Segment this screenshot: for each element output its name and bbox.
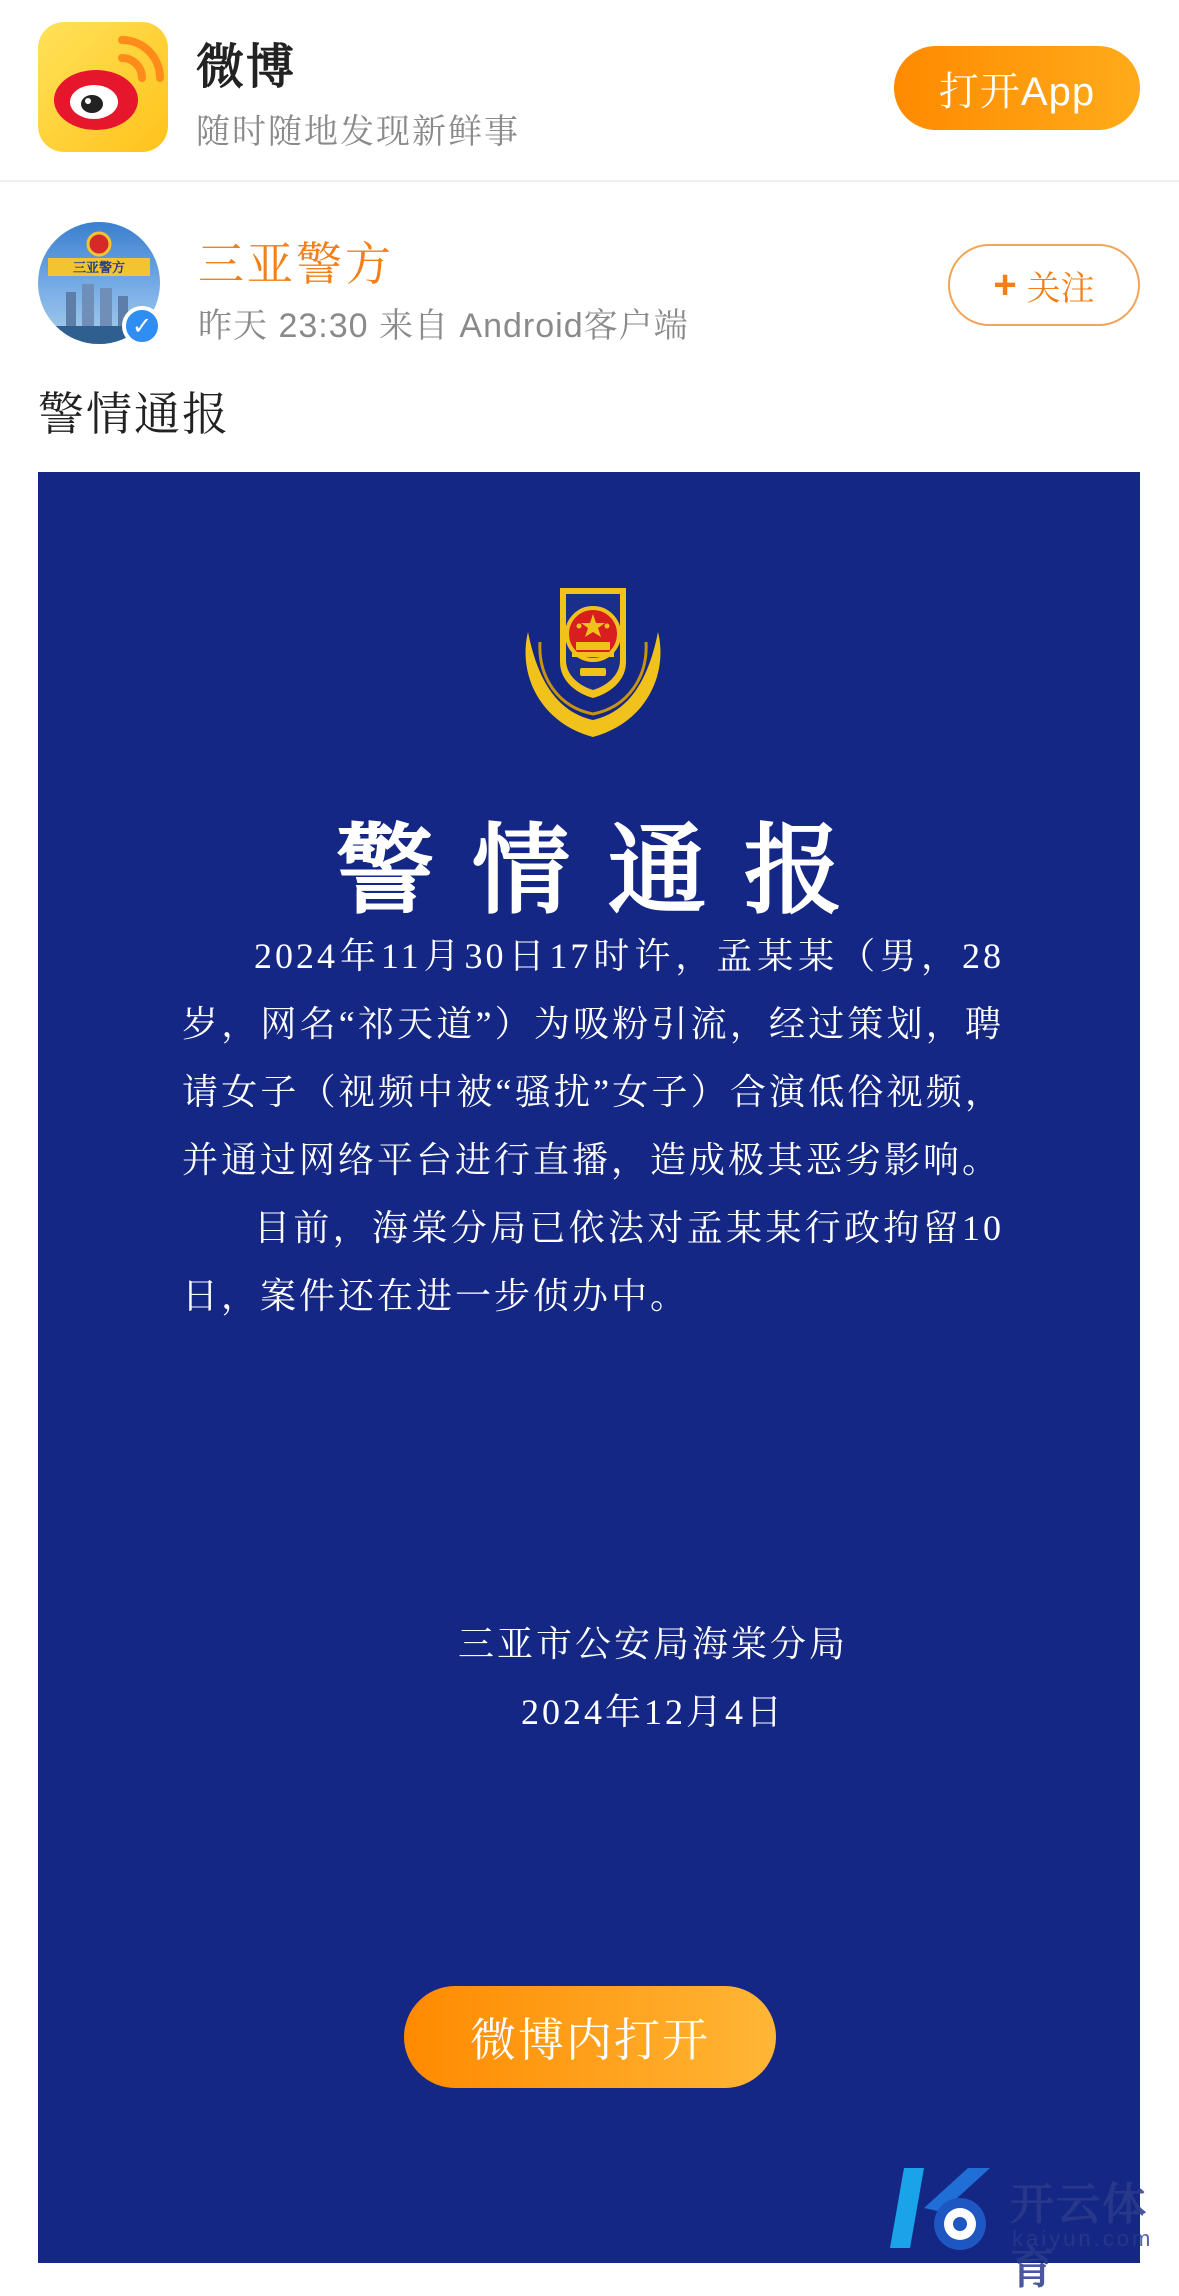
- plus-icon: +: [993, 263, 1017, 307]
- notice-signature: [418, 1610, 888, 1746]
- notice-issuer: 三亚市公安局海棠分局: [457, 1624, 848, 1664]
- app-tagline: 随时随地发现新鲜事: [196, 113, 520, 151]
- watermark-domain: kaiyun.com: [1012, 2226, 1154, 2251]
- notice-paragraph: 2024年11月30日17时许，孟某某（男，28岁，网名“祁天道”）为吸粉引流，经过策划，聘请女子（视频中被“骚扰”女子）合演低俗视频，并通过网络平台进行直播，造成极其恶劣影响。: [182, 936, 1004, 1180]
- svg-text:三亚警方: 三亚警方: [72, 260, 126, 275]
- police-emblem-icon: [508, 572, 678, 742]
- author-name[interactable]: 三亚警方: [198, 238, 394, 290]
- watermark-logo: [890, 2158, 1179, 2293]
- app-name: 微博: [196, 41, 297, 94]
- notice-heading: 警情通报: [335, 818, 880, 926]
- follow-label: 关注: [1026, 269, 1095, 308]
- post-title: 警情通报: [38, 388, 230, 440]
- weibo-logo-icon[interactable]: [38, 22, 168, 152]
- notice-body: [182, 922, 1004, 1330]
- verified-badge-icon: ✓: [122, 306, 162, 346]
- watermark-icon: [890, 2158, 1000, 2258]
- top-app-banner: [0, 0, 1179, 182]
- notice-paragraph: 目前，海棠分局已依法对孟某某行政拘留10日，案件还在进一步侦办中。: [182, 1208, 1004, 1316]
- notice-date: 2024年12月4日: [520, 1692, 785, 1732]
- open-app-button[interactable]: 打开App: [894, 46, 1140, 130]
- follow-button[interactable]: [948, 244, 1140, 326]
- open-in-weibo-button[interactable]: 微博内打开: [404, 1986, 776, 2088]
- notice-image[interactable]: [38, 472, 1140, 2263]
- post-meta: 昨天 23:30 来自 Android客户端: [198, 307, 689, 345]
- watermark-text: 开云体育: [1010, 2180, 1148, 2293]
